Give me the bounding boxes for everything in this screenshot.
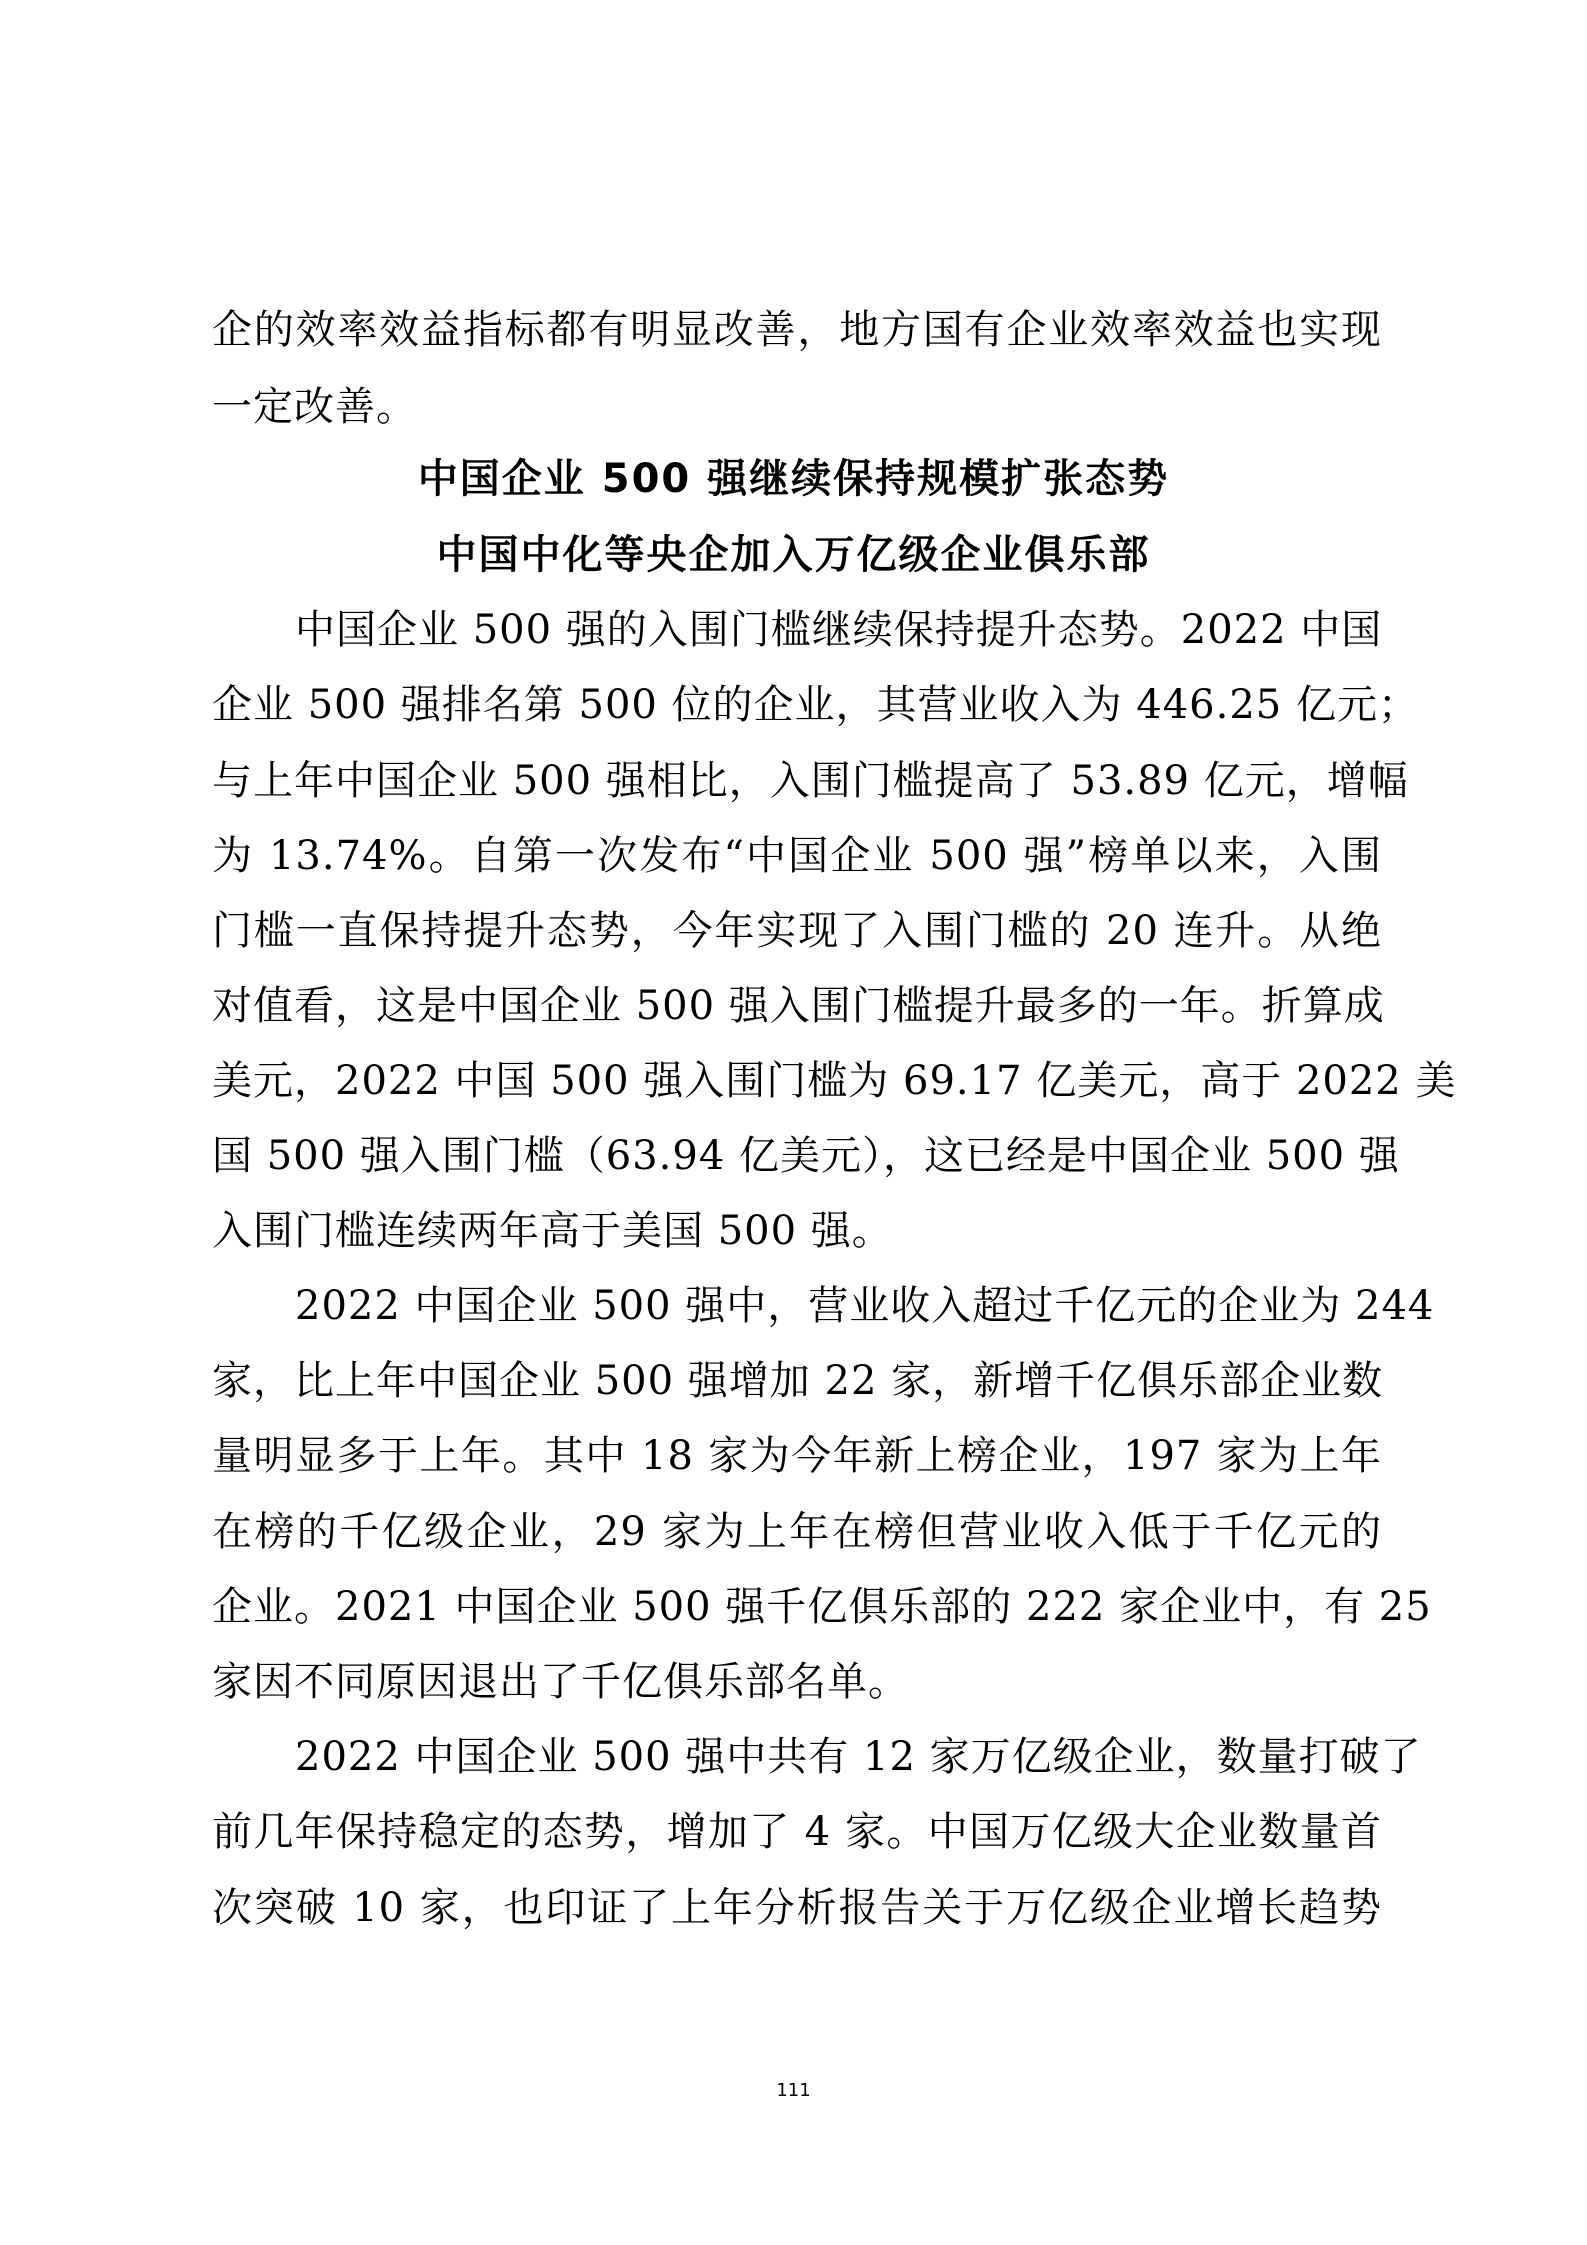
text-line: 2022 中国企业 500 强中，营业收入超过千亿元的企业为 244 xyxy=(295,1283,1435,1329)
text-line: 企业 500 强排名第 500 位的企业，其营业收入为 446.25 亿元； xyxy=(212,682,1419,728)
text-line: 国 500 强入围门槛（63.94 亿美元），这已经是中国企业 500 强 xyxy=(212,1133,1400,1179)
page-number: 111 xyxy=(776,2080,811,2101)
text-line: 企业。2021 中国企业 500 强千亿俱乐部的 222 家企业中，有 25 xyxy=(212,1584,1432,1630)
text-line: 为 13.74%。自第一次发布“中国企业 500 强”榜单以来，入围 xyxy=(212,833,1382,879)
section-heading-line-1: 中国企业 500 强继续保持规模扩张态势 xyxy=(417,456,1170,502)
text-line: 对值看，这是中国企业 500 强入围门槛提升最多的一年。折算成 xyxy=(212,983,1385,1029)
text-line: 量明显多于上年。其中 18 家为今年新上榜企业，197 家为上年 xyxy=(212,1433,1382,1479)
text-line: 家因不同原因退出了千亿俱乐部名单。 xyxy=(212,1659,909,1705)
text-line: 门槛一直保持提升态势，今年实现了入围门槛的 20 连升。从绝 xyxy=(212,908,1382,954)
text-line: 与上年中国企业 500 强相比，入围门槛提高了 53.89 亿元，增幅 xyxy=(212,758,1409,804)
text-line: 入围门槛连续两年高于美国 500 强。 xyxy=(212,1208,893,1254)
text-line: 中国企业 500 强的入围门槛继续保持提升态势。2022 中国 xyxy=(295,607,1383,653)
text-line: 一定改善。 xyxy=(212,384,417,430)
text-line: 企的效率效益指标都有明显改善，地方国有企业效率效益也实现 xyxy=(212,307,1382,353)
text-line: 前几年保持稳定的态势，增加了 4 家。中国万亿级大企业数量首 xyxy=(212,1809,1382,1855)
text-line: 家，比上年中国企业 500 强增加 22 家，新增千亿俱乐部企业数 xyxy=(212,1358,1384,1404)
text-line: 2022 中国企业 500 强中共有 12 家万亿级企业，数量打破了 xyxy=(295,1734,1422,1780)
section-heading-line-2: 中国中化等央企加入万亿级企业俱乐部 xyxy=(436,532,1151,578)
text-line: 美元，2022 中国 500 强入围门槛为 69.17 亿美元，高于 2022 美 xyxy=(212,1058,1457,1104)
text-line: 在榜的千亿级企业，29 家为上年在榜但营业收入低于千亿元的 xyxy=(212,1509,1382,1555)
text-line: 次突破 10 家，也印证了上年分析报告关于万亿级企业增长趋势 xyxy=(212,1885,1382,1931)
